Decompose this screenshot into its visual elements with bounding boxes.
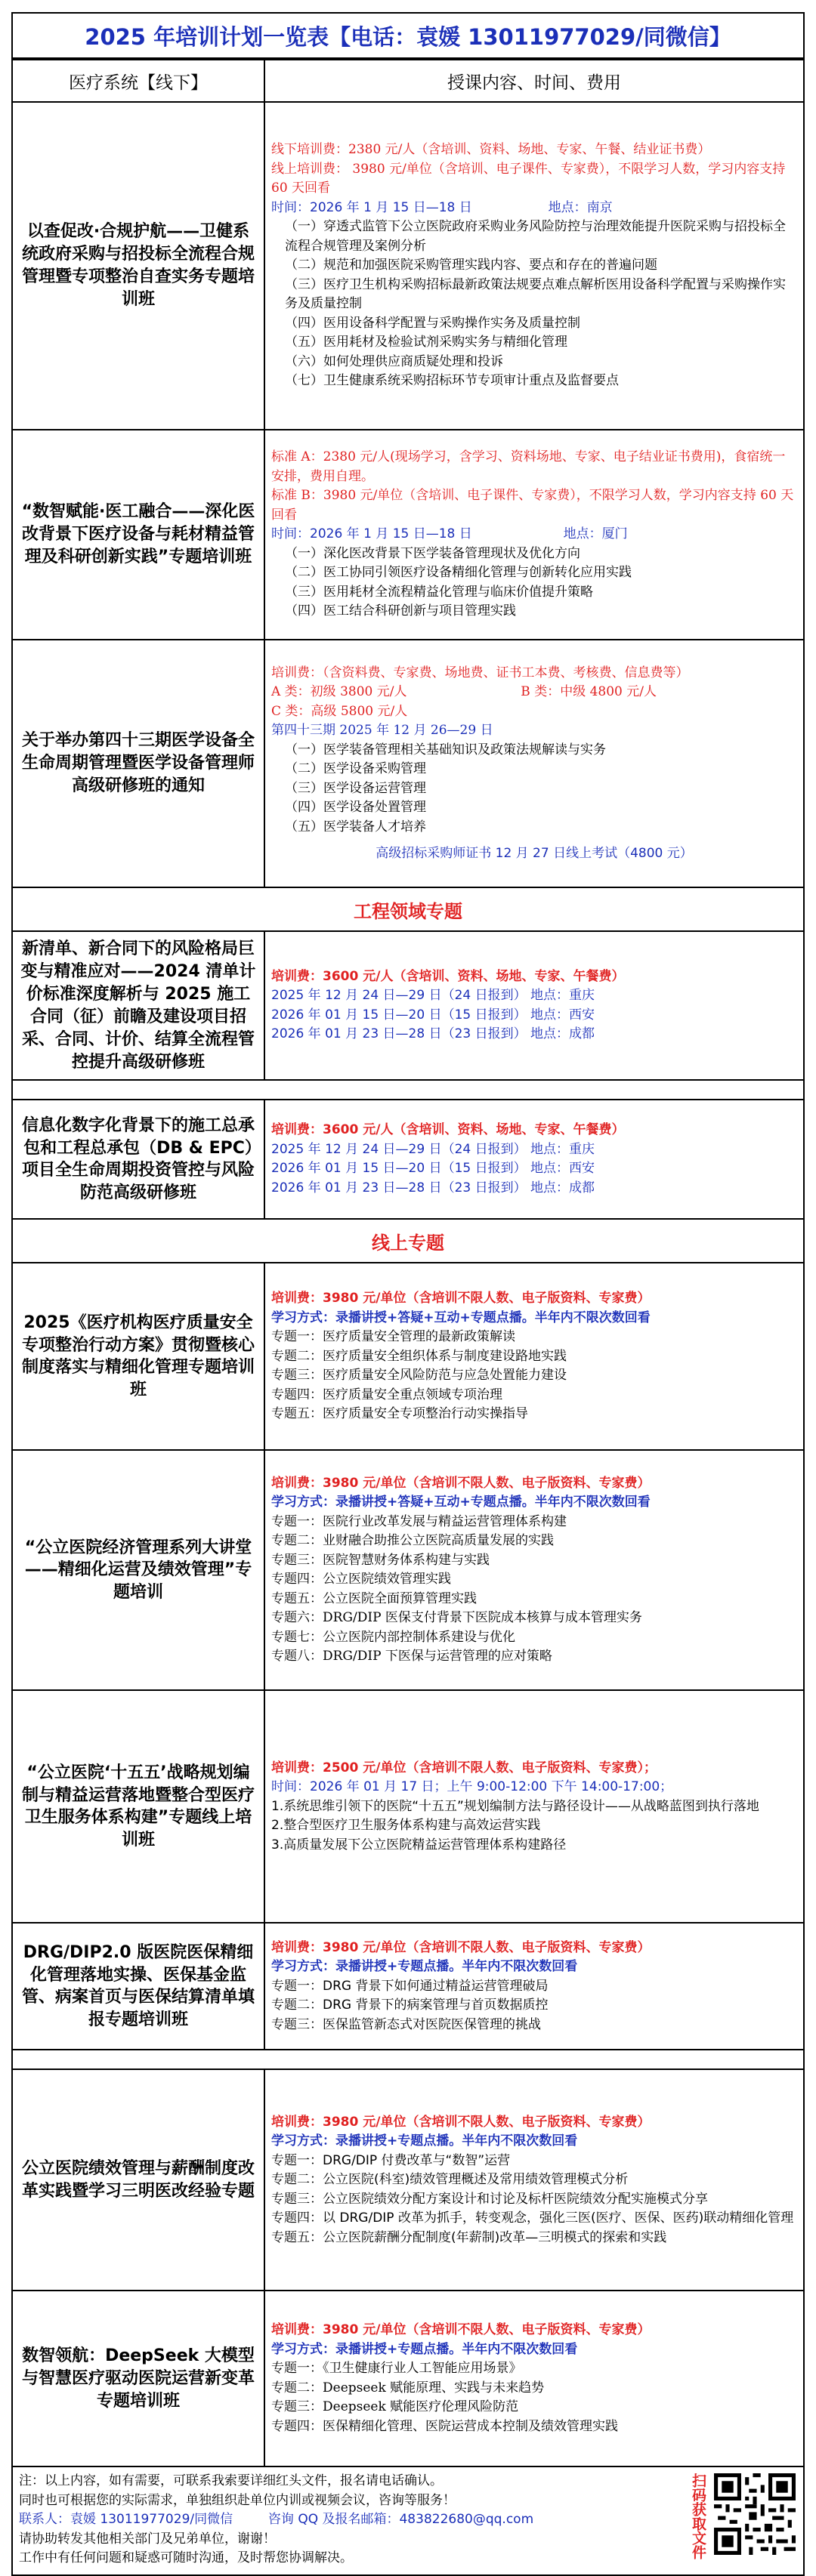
section-header xyxy=(12,1219,804,1263)
course-name: 2025《医疗机构医疗质量安全专项整治行动方案》贯彻暨核心制度落实与精细化管理专题培训班 xyxy=(12,1263,264,1450)
table-row xyxy=(12,1263,804,1450)
topic-item: 1.系统思维引领下的医院“十五五”规划编制方法与路径设计——从战略蓝图到执行落地 xyxy=(271,1798,759,1814)
course-time: 时间：2026 年 1 月 15 日—18 日 xyxy=(271,199,472,215)
footer-note-1: 注：以上内容，如有需要，可联系我索要详细红头文件，报名请电话确认。 xyxy=(19,2473,443,2489)
fee-line: 培训费：3600 元/人（含培训、资料、场地、专家、午餐费） xyxy=(271,968,625,984)
qr-code-icon[interactable] xyxy=(714,2473,796,2555)
course-details xyxy=(264,2069,804,2291)
fee-line: 培训费：3980 元/单位（含培训不限人数、电子版资料、专家费） xyxy=(271,2322,651,2338)
course-details xyxy=(264,2291,804,2466)
topic-item: （三）医用耗材全流程精益化管理与临床价值提升策略 xyxy=(285,584,593,600)
topic-item: （七）卫生健康系统采购招标环节专项审计重点及监督要点 xyxy=(285,373,619,389)
topic-item: 专题五：公立医院全面预算管理实践 xyxy=(271,1590,477,1606)
topic-item: （六）如何处理供应商质疑处理和投诉 xyxy=(285,353,503,369)
page-title: 2025 年培训计划一览表【电话：袁媛 13011977029/同微信】 xyxy=(11,12,805,59)
session-item: 2026 年 01 月 15 日—20 日（15 日报到） 地点：西安 xyxy=(271,1007,595,1023)
fee-line: 培训费：3980 元/单位（含培训不限人数、电子版资料、专家费） xyxy=(271,1291,651,1307)
course-name: 新清单、新合同下的风险格局巨变与精准应对——2024 清单计价标准深度解析与 2025 施工合同（征）前瞻及建设项目招采、合同、计价、结算全流程管控提升高级研修班 xyxy=(12,931,264,1080)
session-item: 2025 年 12 月 24 日—29 日（24 日报到） 地点：重庆 xyxy=(271,1141,595,1157)
topic-item: 专题五：医疗质量安全专项整治行动实操指导 xyxy=(271,1406,528,1422)
topic-item: （四）医用设备科学配置与采购操作实务及质量控制 xyxy=(285,315,580,331)
topic-item: 专题四：以 DRG/DIP 改革为抓手，转变观念，强化三医(医疗、医保、医药)联动精细化管理 xyxy=(271,2210,794,2226)
section-header xyxy=(12,887,804,931)
topic-item: （五）医用耗材及检验试剂采购实务与精细化管理 xyxy=(285,335,567,350)
fee-line: 培训费：3980 元/单位（含培训不限人数、电子版资料、专家费） xyxy=(271,2114,651,2130)
fee-offline: 线下培训费：2380 元/人（含培训、资料、场地、专家、午餐、结业证书费） xyxy=(271,142,711,158)
topic-item: 专题四：公立医院绩效管理实践 xyxy=(271,1572,451,1587)
table-row xyxy=(12,1450,804,1690)
study-mode: 学习方式：录播讲授+专题点播。半年内不限次数回看 xyxy=(271,1959,578,1975)
topic-item: 专题四：医保精细化管理、医院运营成本控制及绩效管理实践 xyxy=(271,2418,618,2434)
topic-item: 专题一：医疗质量安全管理的最新政策解读 xyxy=(271,1329,515,1345)
course-name: 数智领航：DeepSeek 大模型与智慧医疗驱动医院运营新变革专题培训班 xyxy=(12,2291,264,2466)
table-row xyxy=(12,1100,804,1219)
topic-item: （五）医学装备人才培养 xyxy=(285,819,426,835)
footer-contact-line xyxy=(19,2510,797,2530)
table-row xyxy=(12,102,804,430)
fee-line: 培训费：2500 元/单位（含培训不限人数、电子版资料、专家费）； xyxy=(271,1760,657,1775)
study-mode: 学习方式：录播讲授+答疑+互动+专题点播。半年内不限次数回看 xyxy=(271,1310,651,1325)
topic-item: 专题三：医疗质量安全风险防范与应急处置能力建设 xyxy=(271,1368,567,1384)
topic-item: （三）医疗卫生机构采购招标最新政策法规要点难点解析医用设备科学配置与采购操作实务及质量控制 xyxy=(285,276,786,312)
topic-item: （二）医学设备采购管理 xyxy=(285,761,426,776)
table-row xyxy=(12,931,804,1080)
topic-item: 专题一：DRG 背景下如何通过精益运营管理破局 xyxy=(271,1978,549,1994)
topic-item: （四）医学设备处置管理 xyxy=(285,800,426,815)
table-row xyxy=(12,2069,804,2291)
fee-online: 线上培训费： 3980 元/单位（含培训、电子课件、专家费），不限学习人数，学习内容支持 60 天回看 xyxy=(271,161,786,196)
time-location xyxy=(271,525,797,545)
fee-tiers xyxy=(271,683,797,702)
footer-notes xyxy=(11,2467,805,2576)
course-details xyxy=(264,640,804,887)
course-time: 时间：2026 年 01 月 17 日；上午 9:00-12:00 下午 14:00-17:00； xyxy=(271,1779,673,1795)
fee-tier-b: B 类：中级 4800 元/人 xyxy=(521,684,657,699)
course-name: “数智赋能·医工融合——深化医改背景下医疗设备与耗材精益管理及科研创新实践”专题培训班 xyxy=(12,430,264,640)
fee-standard-a: 标准 A：2380 元/人(现场学习，含学习、资料场地、专家、电子结业证书费用)，食宿统一安排，费用自理。 xyxy=(271,449,786,484)
course-details xyxy=(264,1690,804,1923)
row-gap xyxy=(12,1080,804,1100)
fee-line: 培训费：3980 元/单位（含培训不限人数、电子版资料、专家费） xyxy=(271,1939,651,1955)
topic-item: 专题二：业财融合助推公立医院高质量发展的实践 xyxy=(271,1533,554,1549)
session-date: 第四十三期 2025 年 12 月 26—29 日 xyxy=(271,723,493,738)
course-details xyxy=(264,1923,804,2050)
topic-item: 专题五：公立医院薪酬分配制度(年薪制)改革—三明模式的探索和实践 xyxy=(271,2229,667,2245)
contact-person: 联系人：袁媛 13011977029/同微信 xyxy=(19,2512,233,2528)
topic-item: 专题二：Deepseek 赋能原理、实践与未来趋势 xyxy=(271,2380,545,2396)
topic-item: （三）医学设备运营管理 xyxy=(285,780,426,796)
topic-item: 专题一：医院行业改革发展与精益运营管理体系构建 xyxy=(271,1513,567,1529)
footer-note-4: 请协助转发其他相关部门及兄弟单位，谢谢！ xyxy=(19,2531,276,2547)
page xyxy=(11,0,805,2576)
fee-line: 培训费：（含资料费、专家费、场地费、证书工本费、考核费、信息费等） xyxy=(271,665,689,680)
topic-item: 专题八：DRG/DIP 下医保与运营管理的应对策略 xyxy=(271,1649,552,1664)
course-name: 信息化数字化背景下的施工总承包和工程总承包（DB & EPC）项目全生命周期投资管控与风险防范高级研修班 xyxy=(12,1100,264,1219)
course-location: 地点：南京 xyxy=(548,199,613,215)
table-row xyxy=(12,1923,804,2050)
course-details xyxy=(264,1450,804,1690)
section-title-engineering: 工程领域专题 xyxy=(12,887,804,931)
header-col-content: 授课内容、时间、费用 xyxy=(264,60,804,102)
fee-tier-c: C 类：高级 5800 元/人 xyxy=(271,703,408,719)
course-name: 公立医院绩效管理与薪酬制度改革实践暨学习三明医改经验专题 xyxy=(12,2069,264,2291)
study-mode: 学习方式：录播讲授+答疑+互动+专题点播。半年内不限次数回看 xyxy=(271,1495,651,1510)
fee-standard-b: 标准 B：3980 元/单位（含培训、电子课件、专家费），不限学习人数，学习内容支持 60 天回看 xyxy=(271,488,794,523)
certificate-exam: 高级招标采购师证书 12 月 27 日线上考试（4800 元） xyxy=(376,846,693,861)
topic-item: 专题七：公立医院内部控制体系建设与优化 xyxy=(271,1629,515,1645)
course-name: “公立医院‘十五五’战略规划编制与精益运营落地暨整合型医疗卫生服务体系构建”专题线上培训班 xyxy=(12,1690,264,1923)
table-row xyxy=(12,640,804,887)
topic-item: 专题二：医疗质量安全组织体系与制度建设路地实践 xyxy=(271,1348,567,1364)
fee-line: 培训费：3600 元/人（含培训、资料、场地、专家、午餐费） xyxy=(271,1122,625,1138)
table-row xyxy=(12,2291,804,2466)
table-row xyxy=(12,430,804,640)
study-mode: 学习方式：录播讲授+专题点播。半年内不限次数回看 xyxy=(271,2133,578,2149)
topic-item: 2.整合型医疗卫生服务体系构建与高效运营实践 xyxy=(271,1818,541,1834)
topic-item: （二）规范和加强医院采购管理实践内容、要点和存在的普遍问题 xyxy=(285,258,657,273)
table-header xyxy=(12,60,804,102)
study-mode: 学习方式：录播讲授+专题点播。半年内不限次数回看 xyxy=(271,2341,578,2357)
topic-item: 专题一：DRG/DIP 付费改革与“数智”运营 xyxy=(271,2152,511,2168)
table-row xyxy=(12,1690,804,1923)
session-item: 2026 年 01 月 23 日—28 日（23 日报到） 地点：成都 xyxy=(271,1026,595,1042)
topic-item: 专题六：DRG/DIP 医保支付背景下医院成本核算与成本管理实务 xyxy=(271,1610,642,1626)
header-col-system: 医疗系统【线下】 xyxy=(12,60,264,102)
topic-item: 专题三：医院智慧财务体系构建与实践 xyxy=(271,1552,490,1568)
course-time: 时间：2026 年 1 月 15 日—18 日 xyxy=(271,526,472,542)
course-location: 地点：厦门 xyxy=(563,526,628,542)
contact-email[interactable]: 咨询 QQ 及报名邮箱：483822680@qq.com xyxy=(267,2512,534,2528)
session-item: 2025 年 12 月 24 日—29 日（24 日报到） 地点：重庆 xyxy=(271,988,595,1004)
fee-tier-a: A 类：初级 3800 元/人 xyxy=(271,684,407,699)
topic-item: 3.高质量发展下公立医院精益运营管理体系构建路径 xyxy=(271,1837,567,1853)
section-title-online: 线上专题 xyxy=(12,1219,804,1263)
fee-line: 培训费：3980 元/单位（含培训不限人数、电子版资料、专家费） xyxy=(271,1475,651,1491)
course-details xyxy=(264,430,804,640)
course-name: 以查促改·合规护航——卫健系统政府采购与招投标全流程合规管理暨专项整治自查实务专题培训班 xyxy=(12,102,264,430)
topic-item: 专题四：医疗质量安全重点领域专项治理 xyxy=(271,1387,502,1402)
topic-item: 专题三：公立医院绩效分配方案设计和讨论及标杆医院绩效分配实施模式分享 xyxy=(271,2191,708,2207)
course-name: DRG/DIP2.0 版医院医保精细化管理落地实操、医保基金监管、病案首页与医保结算清单填报专题培训班 xyxy=(12,1923,264,2050)
footer-note-5: 工作中有任何问题和疑惑可随时沟通，及时帮您协调解决。 xyxy=(19,2550,353,2566)
session-item: 2026 年 01 月 23 日—28 日（23 日报到） 地点：成都 xyxy=(271,1180,595,1195)
footer-note-2: 同时也可根据您的实际需求，单独组织赴单位内训或视频会议，咨询等服务！ xyxy=(19,2492,456,2508)
topic-item: 专题二：公立医院(科室)绩效管理概述及常用绩效管理模式分析 xyxy=(271,2172,629,2188)
topic-item: 专题三：Deepseek 赋能医疗伦理风险防范 xyxy=(271,2399,519,2415)
course-name: “公立医院经济管理系列大讲堂——精细化运营及绩效管理”专题培训 xyxy=(12,1450,264,1690)
topic-item: （一）医学装备管理相关基础知识及政策法规解读与实务 xyxy=(285,742,606,757)
row-gap xyxy=(12,2050,804,2069)
course-details xyxy=(264,931,804,1080)
scan-to-get-file-label: 扫码获取文件 xyxy=(690,2473,706,2560)
course-details xyxy=(264,102,804,430)
topic-item: （一）穿透式监管下公立医院政府采购业务风险防控与治理效能提升医院采购与招投标全流程合规管理及案例分析 xyxy=(285,219,786,254)
session-item: 2026 年 01 月 15 日—20 日（15 日报到） 地点：西安 xyxy=(271,1161,595,1177)
course-name: 关于举办第四十三期医学设备全生命周期管理暨医学设备管理师高级研修班的通知 xyxy=(12,640,264,887)
topic-item: （四）医工结合科研创新与项目管理实践 xyxy=(285,603,516,619)
course-details xyxy=(264,1100,804,1219)
topic-item: 专题一：《卫生健康行业人工智能应用场景》 xyxy=(271,2361,522,2377)
time-location xyxy=(271,199,797,218)
schedule-table xyxy=(11,59,805,2467)
topic-item: 专题三：医保监管新态式对医院医保管理的挑战 xyxy=(271,2016,541,2032)
course-details xyxy=(264,1263,804,1450)
topic-item: 专题二：DRG 背景下的病案管理与首页数据质控 xyxy=(271,1998,549,2013)
topic-item: （一）深化医改背景下医学装备管理现状及优化方向 xyxy=(285,545,580,561)
topic-item: （二）医工协同引领医疗设备精细化管理与创新转化应用实践 xyxy=(285,565,632,581)
